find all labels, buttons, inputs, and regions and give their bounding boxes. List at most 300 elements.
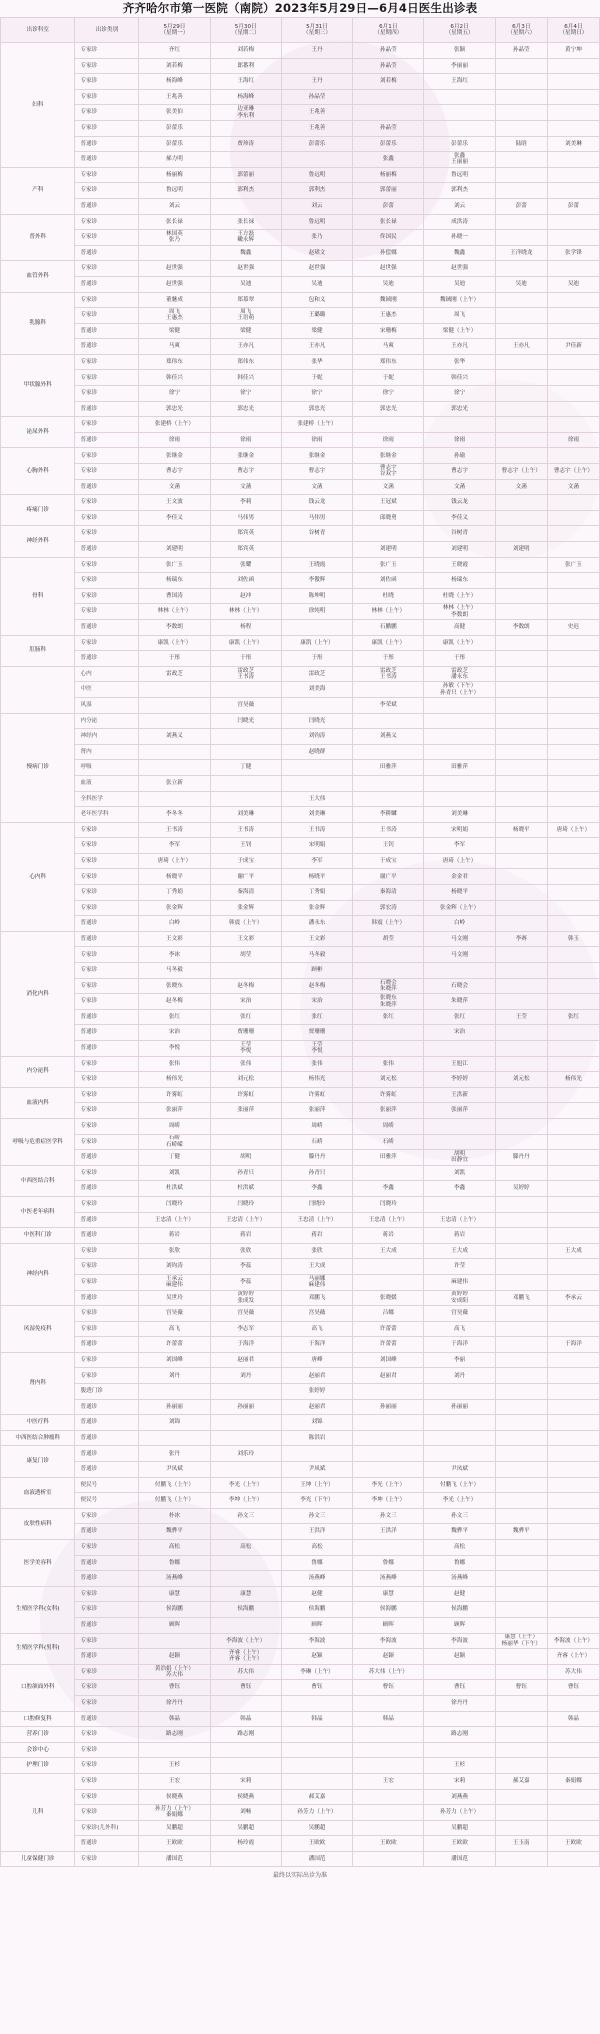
doctor-cell: 潘国范 <box>139 1851 210 1867</box>
doctor-cell: 康慧（上午） 杨丽华（下午） <box>495 1633 547 1649</box>
doctor-cell <box>424 1664 495 1680</box>
doctor-cell: 林国英 张乃 <box>139 230 210 246</box>
table-row <box>1 1617 600 1633</box>
visit-type-cell: 普通诊 <box>75 136 139 152</box>
table-row <box>1 791 600 807</box>
visit-type-cell: 专家诊 <box>75 573 139 589</box>
doctor-cell: 齐红 <box>139 43 210 59</box>
doctor-cell: 徐雨 <box>353 432 424 448</box>
doctor-cell <box>495 1228 547 1244</box>
doctor-cell: 王洪洋 <box>353 1524 424 1540</box>
doctor-cell: 秦娟娜 <box>547 1773 599 1789</box>
doctor-cell <box>495 261 547 277</box>
doctor-cell: 吴世玲 <box>139 1290 210 1306</box>
doctor-cell <box>210 1415 281 1431</box>
doctor-cell: 韩晶 <box>210 1711 281 1727</box>
department-cell: 儿童保健门诊 <box>1 1851 75 1867</box>
doctor-cell: 张丽萍 <box>139 1103 210 1119</box>
doctor-cell <box>495 1664 547 1680</box>
doctor-cell: 郑慕翠 <box>210 292 281 308</box>
doctor-cell: 闫晓光 <box>281 713 352 729</box>
doctor-cell <box>547 838 599 854</box>
table-row <box>1 354 600 370</box>
doctor-cell <box>210 791 281 807</box>
doctor-cell <box>210 775 281 791</box>
doctor-cell <box>353 1259 424 1275</box>
doctor-cell: 谢广平 <box>353 869 424 885</box>
doctor-cell: 李志军 <box>210 1321 281 1337</box>
doctor-cell: 康凯（上午） <box>139 635 210 651</box>
doctor-cell: 于彤 <box>353 651 424 667</box>
doctor-cell: 张广玉 <box>139 557 210 573</box>
doctor-cell <box>139 1633 210 1649</box>
doctor-cell: 孙晶莹 <box>353 43 424 59</box>
doctor-cell: 王莹 李悦 <box>210 1041 281 1057</box>
doctor-cell: 刘丹 <box>139 1368 210 1384</box>
doctor-cell <box>547 1477 599 1493</box>
doctor-cell <box>139 760 210 776</box>
visit-type-cell: 专家诊 <box>75 994 139 1010</box>
doctor-cell: 张耀 <box>210 557 281 573</box>
doctor-cell: 顾晖 <box>353 1617 424 1633</box>
department-cell: 疼痛门诊 <box>1 495 75 526</box>
doctor-cell <box>547 370 599 386</box>
visit-type-cell: 专家诊 <box>75 1789 139 1805</box>
doctor-cell: 林林（上午） <box>210 604 281 620</box>
doctor-cell: 张鑫 <box>353 152 424 168</box>
doctor-cell: 曹志宇（上午） <box>547 464 599 480</box>
doctor-cell: 赵颖 <box>424 1649 495 1665</box>
doctor-cell: 林林（上午） 李数朗 <box>424 604 495 620</box>
table-row <box>1 744 600 760</box>
table-row <box>1 432 600 448</box>
doctor-cell <box>210 417 281 433</box>
visit-type-cell: 专家诊 <box>75 1851 139 1867</box>
doctor-cell: 王大成 <box>547 1243 599 1259</box>
doctor-cell <box>353 1446 424 1462</box>
visit-type-cell: 普通诊 <box>75 619 139 635</box>
doctor-cell: 孙芳力（上午） <box>281 1805 352 1821</box>
doctor-cell: 金金君 <box>424 869 495 885</box>
doctor-cell <box>495 1508 547 1524</box>
doctor-cell: 文菡 <box>281 479 352 495</box>
doctor-cell: 王亦凡 <box>210 339 281 355</box>
table-row <box>1 1805 600 1821</box>
doctor-cell: 郭忠光 <box>139 401 210 417</box>
doctor-cell <box>495 323 547 339</box>
doctor-cell: 张华 <box>281 354 352 370</box>
doctor-cell: 赵丽君 <box>281 1368 352 1384</box>
doctor-cell: 赵世强 <box>139 276 210 292</box>
doctor-cell: 侯海鹏 <box>139 1602 210 1618</box>
doctor-cell: 曹钰 <box>547 1680 599 1696</box>
table-row <box>1 401 600 417</box>
department-cell: 内分泌科 <box>1 1056 75 1087</box>
doctor-cell: 张学锋 <box>547 245 599 261</box>
doctor-cell <box>547 1508 599 1524</box>
doctor-cell: 路志刚 <box>139 1727 210 1743</box>
doctor-cell <box>495 1742 547 1758</box>
doctor-cell: 杨伟光 <box>139 1072 210 1088</box>
doctor-cell <box>495 308 547 324</box>
doctor-cell <box>547 1212 599 1228</box>
doctor-cell: 周飞 <box>424 308 495 324</box>
department-cell: 会诊中心 <box>1 1742 75 1758</box>
doctor-cell <box>353 1758 424 1774</box>
visit-type-cell: 普通诊 <box>75 1555 139 1571</box>
doctor-cell <box>353 1727 424 1743</box>
doctor-cell <box>547 1462 599 1478</box>
doctor-cell: 闫晓玲 <box>281 1196 352 1212</box>
doctor-cell: 王海红 <box>210 74 281 90</box>
doctor-cell <box>424 1430 495 1446</box>
visit-type-cell: 普通诊 <box>75 1711 139 1727</box>
doctor-cell: 潘国范 <box>281 1851 352 1867</box>
doctor-cell <box>495 1851 547 1867</box>
doctor-cell: 王欧欧 <box>353 1836 424 1852</box>
doctor-cell: 王亦凡 <box>495 339 547 355</box>
doctor-cell <box>353 1462 424 1478</box>
doctor-cell: 刘乐玲 <box>210 1446 281 1462</box>
doctor-cell <box>353 1695 424 1711</box>
visit-type-cell: 专家诊 <box>75 1134 139 1150</box>
doctor-cell: 许蕾蕾 <box>353 1321 424 1337</box>
visit-type-cell: 普通诊 <box>75 1462 139 1478</box>
doctor-cell <box>495 807 547 823</box>
doctor-cell: 张丽萍 <box>424 1103 495 1119</box>
doctor-cell: 徐丹丹 <box>139 1695 210 1711</box>
doctor-cell: 文菡 <box>139 479 210 495</box>
doctor-cell <box>547 1150 599 1166</box>
doctor-cell <box>547 1524 599 1540</box>
doctor-cell: 张红 <box>281 1009 352 1025</box>
table-row <box>1 1633 600 1649</box>
doctor-cell <box>547 1087 599 1103</box>
visit-type-cell: 专家诊 <box>75 43 139 59</box>
doctor-cell: 魏铖刚（上午） <box>424 292 495 308</box>
visit-type-cell: 肾内 <box>75 744 139 760</box>
doctor-cell <box>495 417 547 433</box>
department-cell: 呼吸与危重症医学科 <box>1 1118 75 1165</box>
doctor-cell: 李丽 <box>424 1352 495 1368</box>
visit-type-cell: 专家诊 <box>75 1352 139 1368</box>
doctor-cell: 汤燕峰 <box>424 1571 495 1587</box>
doctor-cell: 鲁娜 <box>353 1555 424 1571</box>
doctor-cell: 李婷婷 <box>424 1072 495 1088</box>
doctor-cell: 刘云 <box>424 198 495 214</box>
doctor-cell <box>547 510 599 526</box>
doctor-cell <box>495 1259 547 1275</box>
department-cell: 营养门诊 <box>1 1727 75 1743</box>
doctor-cell <box>353 791 424 807</box>
doctor-cell: 李荣斌 <box>353 697 424 713</box>
doctor-cell <box>495 994 547 1010</box>
doctor-cell <box>495 1025 547 1041</box>
doctor-cell: 汤燕峰 <box>139 1571 210 1587</box>
doctor-cell: 包和义 <box>281 292 352 308</box>
doctor-cell: 苏大伟（上午） <box>353 1664 424 1680</box>
visit-type-cell: 专家诊 <box>75 1664 139 1680</box>
doctor-cell: 康慧 <box>353 1586 424 1602</box>
visit-type-cell: 普通诊 <box>75 931 139 947</box>
table-row <box>1 1493 600 1509</box>
doctor-cell <box>353 1041 424 1057</box>
doctor-cell <box>547 588 599 604</box>
doctor-cell: 刘畅 <box>210 1805 281 1821</box>
doctor-cell: 苏大伟 <box>210 1664 281 1680</box>
doctor-cell: 韩震（上午） <box>210 916 281 932</box>
doctor-cell: 张丽萍 <box>281 1103 352 1119</box>
doctor-cell: 王玉南 <box>495 1836 547 1852</box>
doctor-cell: 杨程 <box>210 619 281 635</box>
doctor-cell: 赵冬梅 <box>281 978 352 994</box>
doctor-cell <box>547 791 599 807</box>
visit-type-cell: 专家诊 <box>75 386 139 402</box>
visit-type-cell: 普通诊 <box>75 651 139 667</box>
doctor-cell <box>495 760 547 776</box>
table-row <box>1 1025 600 1041</box>
doctor-cell: 苏大伟 <box>547 1664 599 1680</box>
doctor-cell: 李海波 <box>424 1633 495 1649</box>
doctor-cell <box>495 1306 547 1322</box>
doctor-cell: 刘美琳 <box>281 807 352 823</box>
doctor-cell: 杨瑞东 <box>424 573 495 589</box>
doctor-cell: 王兆善 <box>139 89 210 105</box>
doctor-cell <box>495 448 547 464</box>
doctor-cell: 闫晓光 <box>210 713 281 729</box>
table-row <box>1 978 600 994</box>
visit-type-cell: 老年医学科 <box>75 807 139 823</box>
doctor-cell <box>495 1493 547 1509</box>
doctor-cell: 谷树青 <box>424 526 495 542</box>
table-row <box>1 931 600 947</box>
department-cell: 神经内科 <box>1 1243 75 1305</box>
doctor-cell: 胡明 田静宜 <box>424 1150 495 1166</box>
doctor-cell: 李光（下午） <box>281 1493 352 1509</box>
visit-type-cell: 专家诊 <box>75 1773 139 1789</box>
visit-type-cell: 专家诊 <box>75 1274 139 1290</box>
department-cell: 甲状腺外科 <box>1 354 75 416</box>
doctor-cell <box>547 635 599 651</box>
doctor-cell: 张华 <box>424 354 495 370</box>
doctor-cell: 文菡 <box>424 479 495 495</box>
visit-type-cell: 专家诊 <box>75 1742 139 1758</box>
doctor-cell: 郭忠光 <box>210 401 281 417</box>
doctor-cell: 赵世强 <box>139 261 210 277</box>
doctor-cell: 李承云 <box>547 1290 599 1306</box>
doctor-cell: 赵丽君 <box>353 1368 424 1384</box>
visit-type-cell: 专家诊 <box>75 1196 139 1212</box>
table-row <box>1 1477 600 1493</box>
doctor-cell: 孙文三 <box>353 1508 424 1524</box>
visit-type-cell: 专家诊 <box>75 1508 139 1524</box>
doctor-cell <box>547 1181 599 1197</box>
doctor-cell: 刘佐函 <box>353 573 424 589</box>
doctor-cell: 张继金 <box>281 448 352 464</box>
doctor-cell <box>353 105 424 121</box>
table-row <box>1 697 600 713</box>
doctor-cell: 张欣 <box>281 1243 352 1259</box>
doctor-cell: 张建桥（上午） <box>139 417 210 433</box>
department-cell: 神经外科 <box>1 526 75 557</box>
doctor-cell: 徐丹丹 <box>424 1695 495 1711</box>
doctor-cell <box>495 978 547 994</box>
doctor-cell <box>495 1087 547 1103</box>
doctor-cell: 张金辉 <box>139 900 210 916</box>
table-row <box>1 1352 600 1368</box>
doctor-cell <box>547 1103 599 1119</box>
table-row <box>1 994 600 1010</box>
doctor-cell: 张红 <box>139 1009 210 1025</box>
visit-type-cell: 普通诊 <box>75 1446 139 1462</box>
visit-type-cell: 专家诊 <box>75 557 139 573</box>
doctor-cell <box>210 1430 281 1446</box>
doctor-cell <box>495 1711 547 1727</box>
doctor-cell: 谷树青 <box>281 526 352 542</box>
doctor-cell: 杜晓（上午） <box>424 588 495 604</box>
doctor-cell: 孙丽丽 <box>353 1399 424 1415</box>
doctor-cell: 王书涛 <box>281 822 352 838</box>
visit-type-cell: 专家诊 <box>75 1103 139 1119</box>
visit-type-cell: 腹透门诊 <box>75 1384 139 1400</box>
doctor-cell: 王书涛 <box>210 822 281 838</box>
doctor-cell <box>495 1820 547 1836</box>
table-header-row <box>1 18 600 43</box>
department-cell: 血液透析室 <box>1 1477 75 1508</box>
doctor-cell: 高健 <box>424 619 495 635</box>
visit-type-cell: 普通诊 <box>75 1181 139 1197</box>
doctor-cell: 佟国民 <box>353 230 424 246</box>
doctor-cell: 曹钰 <box>495 1680 547 1696</box>
doctor-cell <box>547 1493 599 1509</box>
doctor-cell <box>495 167 547 183</box>
doctor-cell: 刘美琳 <box>424 807 495 823</box>
table-row <box>1 1446 600 1462</box>
doctor-cell: 王坤（上午） <box>281 1477 352 1493</box>
doctor-cell: 刘锦 <box>281 1415 352 1431</box>
doctor-cell: 徐雨 <box>139 432 210 448</box>
doctor-cell: 王莹 李悦 <box>281 1041 352 1057</box>
doctor-cell: 付鹏飞（上午） <box>139 1493 210 1509</box>
doctor-cell <box>495 666 547 682</box>
doctor-cell: 孙文三 <box>210 1508 281 1524</box>
doctor-cell <box>547 1758 599 1774</box>
table-row <box>1 1134 600 1150</box>
visit-type-cell: 专家诊 <box>75 120 139 136</box>
doctor-cell: 周峤 <box>281 1118 352 1134</box>
doctor-cell <box>495 386 547 402</box>
doctor-cell: 李耕麟 <box>353 807 424 823</box>
doctor-cell <box>353 1384 424 1400</box>
doctor-cell: 李莉 <box>210 495 281 511</box>
doctor-cell: 刘美琳 <box>547 136 599 152</box>
doctor-cell: 石晓会 <box>424 978 495 994</box>
doctor-cell <box>547 526 599 542</box>
visit-type-cell: 专家诊 <box>75 1165 139 1181</box>
table-row <box>1 1228 600 1244</box>
doctor-cell: 曹志宇 <box>281 464 352 480</box>
table-row <box>1 74 600 90</box>
department-cell: 中西医结合肿瘤科 <box>1 1430 75 1446</box>
doctor-cell: 文菡 <box>547 479 599 495</box>
doctor-cell: 王大成 <box>281 1259 352 1275</box>
doctor-cell <box>547 448 599 464</box>
doctor-cell: 史迟 <box>547 619 599 635</box>
doctor-cell: 于彤 <box>210 651 281 667</box>
table-row <box>1 183 600 199</box>
doctor-cell: 孙晶莹 <box>353 58 424 74</box>
doctor-cell <box>495 370 547 386</box>
visit-type-cell: 专家诊 <box>75 89 139 105</box>
table-row <box>1 1664 600 1680</box>
doctor-cell: 张婷婷 <box>281 1384 352 1400</box>
doctor-cell <box>495 1321 547 1337</box>
doctor-cell: 徐雨 <box>281 432 352 448</box>
table-row <box>1 152 600 168</box>
doctor-cell: 杨丽梅 <box>139 167 210 183</box>
page-title: 齐齐哈尔市第一医院（南院）2023年5月29日—6月4日医生出诊表 <box>122 1 478 15</box>
doctor-cell <box>495 713 547 729</box>
doctor-cell <box>547 401 599 417</box>
visit-type-cell: 专家诊 <box>75 183 139 199</box>
doctor-cell: 曹国涛 <box>139 588 210 604</box>
visit-type-cell: 普通诊 <box>75 1290 139 1306</box>
doctor-cell <box>547 1321 599 1337</box>
visit-type-cell: 专家诊 <box>75 635 139 651</box>
table-row <box>1 323 600 339</box>
doctor-cell <box>495 152 547 168</box>
department-cell: 妇科 <box>1 43 75 168</box>
doctor-cell <box>495 1446 547 1462</box>
visit-type-cell: 普通诊 <box>75 1041 139 1057</box>
doctor-cell: 李蕊 <box>210 1274 281 1290</box>
doctor-cell: 赵世强 <box>210 261 281 277</box>
doctor-cell: 黄浩娟（上午） 苏大伟 <box>139 1664 210 1680</box>
doctor-cell: 齐睿（上午） 齐睿（上午） <box>210 1649 281 1665</box>
doctor-cell <box>495 635 547 651</box>
doctor-cell: 徐雨 <box>424 432 495 448</box>
doctor-cell: 潘永东 <box>281 916 352 932</box>
doctor-cell: 曹钰 <box>139 1680 210 1696</box>
department-cell: 普外科 <box>1 214 75 261</box>
doctor-cell <box>139 245 210 261</box>
doctor-cell: 郑宾英 <box>210 542 281 558</box>
visit-type-cell: 专家诊 <box>75 1805 139 1821</box>
doctor-cell: 刘国峰 <box>353 1352 424 1368</box>
doctor-cell: 唐琦（上午） <box>139 853 210 869</box>
doctor-cell <box>495 1695 547 1711</box>
doctor-cell: 贾珊珊 <box>281 1025 352 1041</box>
department-cell: 皮肤性病科 <box>1 1508 75 1539</box>
doctor-cell: 宋明娟 <box>281 838 352 854</box>
doctor-cell: 文菡 <box>495 479 547 495</box>
doctor-cell: 李冬冬 <box>139 807 210 823</box>
doctor-cell: 孙偿娜 <box>353 245 424 261</box>
doctor-cell <box>353 1742 424 1758</box>
doctor-cell <box>547 74 599 90</box>
doctor-cell: 侯晓燕 <box>139 1789 210 1805</box>
doctor-cell: 刘丹 <box>424 1368 495 1384</box>
doctor-cell: 路志刚 <box>424 1727 495 1743</box>
doctor-cell: 张晓东 朱晓萍 <box>353 994 424 1010</box>
doctor-cell: 唐峰 <box>281 1352 352 1368</box>
doctor-cell <box>353 1789 424 1805</box>
doctor-cell <box>210 1742 281 1758</box>
doctor-cell: 刘燕燕 <box>424 1789 495 1805</box>
doctor-cell: 王方磊 嫩永辉 <box>210 230 281 246</box>
doctor-cell <box>547 1415 599 1431</box>
column-header: 6月4日 （星期日） <box>547 18 599 43</box>
